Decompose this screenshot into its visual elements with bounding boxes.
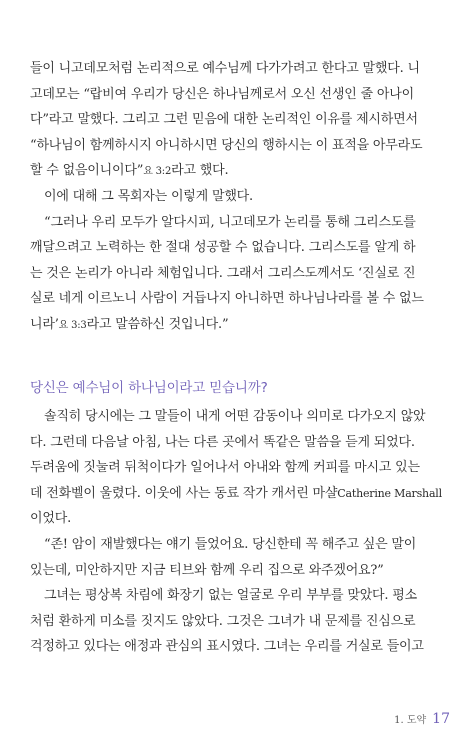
text-line: “그러나 우리 모두가 알다시피, 니고데모가 논리를 통해 그리스도를 [44,214,416,230]
text-line: 이었다. [30,511,72,527]
quote-text: 할 수 없음이니이다” [30,163,144,179]
text-line: 걱정하고 있다는 애정과 관심의 표시였다. 그녀는 우리를 거실로 들이고 [30,639,424,655]
text-fragment: 데 전화벨이 울렸다. 이웃에 사는 동료 작가 캐서린 마샬 [30,485,338,501]
text-line-with-name [30,481,445,507]
paragraph-block-1 [30,56,445,338]
text-line: 고데모는 “랍비여 우리가 당신은 하나님께로서 오신 선생인 줄 아나이 [30,86,414,102]
bible-reference: 요 3:3 [58,319,87,331]
page-footer [394,711,450,727]
text-line: 솔직히 당시에는 그 말들이 내게 어떤 감동이나 의미로 다가오지 않았 [44,409,426,424]
text-line: 실로 네게 이르노니 사람이 거듭나지 아니하면 하나님나라를 볼 수 없느 [30,291,424,307]
section-heading: 당신은 예수님이 하나님이라고 믿습니까? [30,380,268,396]
text-line: 다”라고 말했다. 그리고 그런 믿음에 대한 논리적인 이유를 제시하면서 [30,112,418,128]
bible-reference: 요 3:2 [143,166,172,178]
text-line: “존! 암이 재발했다는 얘기 들었어요. 당신한테 꼭 해주고 싶은 말이 [44,536,417,552]
text-line: 는 것은 논리가 아니라 체험입니다. 그래서 그리스도께서도 ‘진실로 진 [30,265,416,281]
text-line: 깨달으려고 노력하는 한 절대 성공할 수 없습니다. 그리스도를 알게 하 [30,240,416,256]
text-line: 처럼 환하게 미소를 짓지도 않았다. 그것은 그녀가 내 문제를 진심으로 [30,613,416,629]
chapter-label: 1. 도약 [394,715,427,726]
text-line: 이에 대해 그 목회자는 이렇게 말했다. [44,188,253,204]
text-line: “하나님이 함께하시지 아니하시면 당신의 행하시는 이 표적을 아무라도 [30,137,423,153]
text-fragment: 라고 했다. [171,163,229,179]
page-number: 17 [432,711,450,727]
text-line-with-reference [30,158,445,184]
text-line: 다. 그런데 다음날 아침, 나는 다른 곳에서 똑같은 말씀을 듣게 되었다. [30,434,415,450]
text-line: 들이 니고데모처럼 논리적으로 예수님께 다가가려고 한다고 말했다. 니 [30,61,420,76]
text-line: 그녀는 평상복 차림에 화장기 없는 얼굴로 우리 부부를 맞았다. 평소 [44,588,417,604]
text-line: 있는데, 미안하지만 지금 티브와 함께 우리 집으로 와주겠어요?” [30,562,384,578]
paragraph-block-2 [30,404,445,660]
english-name: Catherine Marshall [337,486,442,500]
quote-text: 니라’ [30,316,59,332]
text-line-with-reference [30,312,445,338]
text-line: 두려움에 짓눌려 뒤척이다가 일어나서 아내와 함께 커피를 마시고 있는 [30,460,420,476]
text-fragment: 라고 말씀하신 것입니다.” [86,316,229,332]
